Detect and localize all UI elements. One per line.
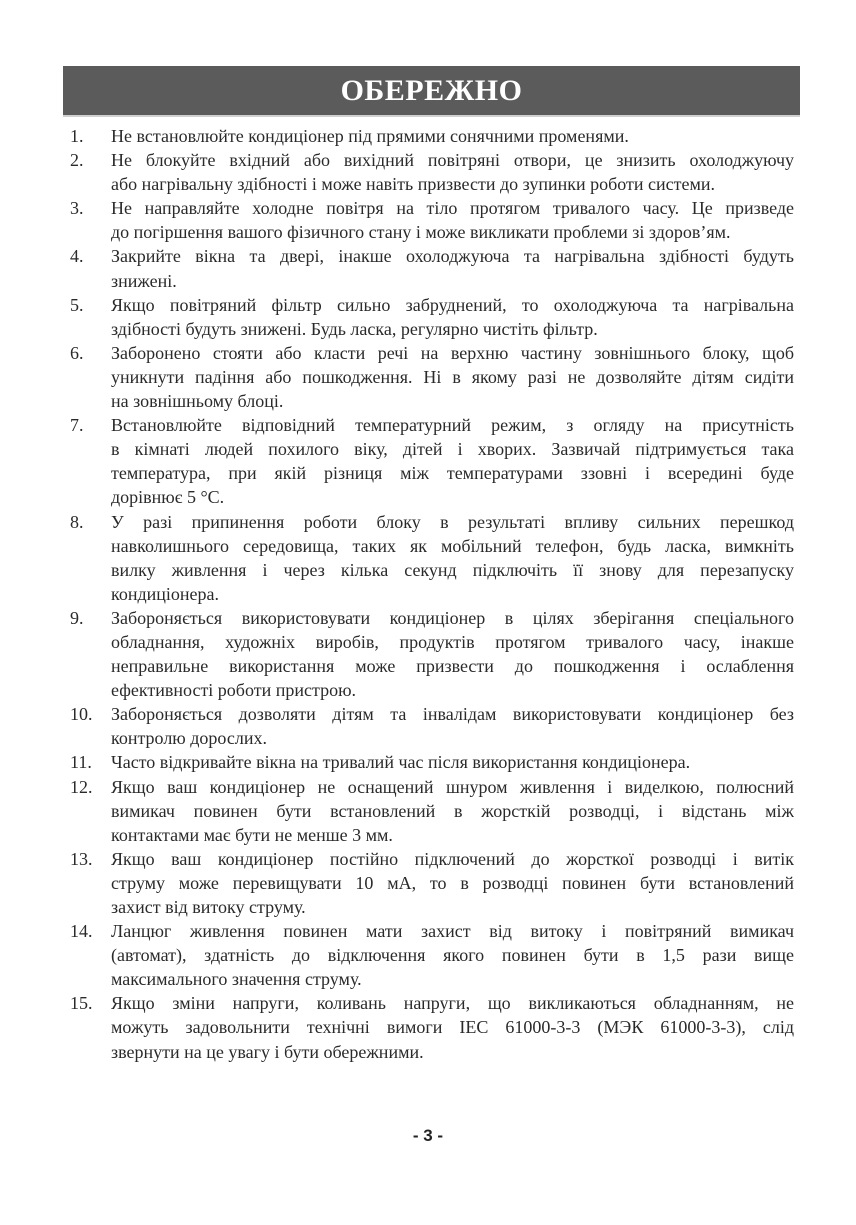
list-item [70, 510, 794, 606]
item-text-line: уникнути падіння або пошкодження. Ні в якому разі не дозволяйте дітям сидіти [111, 366, 794, 387]
item-number: 3. [70, 198, 84, 219]
item-text-line: Якщо зміни напруги, коливань напруги, що викликаються обладнанням, не [111, 993, 794, 1014]
list-item [70, 341, 794, 413]
item-number: 14. [70, 921, 93, 942]
item-number: 1. [70, 126, 84, 146]
item-number: 11. [70, 752, 92, 773]
item-number: 9. [70, 607, 84, 628]
item-text-line: до погіршення вашого фізичного стану і може викликати проблеми зі здоров’ям. [111, 222, 731, 243]
item-text-line: захист від витоку струму. [111, 897, 306, 917]
item-text-line: Встановлюйте відповідний температурний режим, з огляду на присутність [111, 415, 794, 436]
item-text-line: вилку живлення і через кілька секунд підключіть її знову для перезапуску [111, 559, 794, 580]
item-text-line: знижені. [111, 270, 177, 291]
page-number: - 3 - [412, 1126, 444, 1145]
item-text-line: Заборонено стояти або класти речі на верхню частину зовнішнього блоку, щоб [111, 342, 794, 363]
item-number: 4. [70, 246, 84, 267]
item-text-line: Не блокуйте вхідний або вихідний повітряні отвори, це знизить охолоджуючу [111, 150, 794, 171]
list-item [70, 702, 794, 750]
list-item [70, 775, 794, 847]
list-item [70, 606, 794, 702]
list-item [70, 847, 794, 919]
item-text-line: ефективності роботи пристрою. [111, 680, 357, 701]
item-number: 6. [70, 342, 84, 363]
list-item [70, 244, 794, 292]
item-text-line: контролю дорослих. [111, 728, 267, 749]
item-text-line: Часто відкривайте вікна на тривалий час після використання кондиціонера. [111, 752, 691, 773]
item-text-line: (автомат), здатність до відключення якого повинен бути в 1,5 рази вище [111, 945, 794, 966]
item-text-line: Не направляйте холодне повітря на тіло протягом тривалого часу. Це призведе [111, 198, 794, 219]
item-text-line: неправильне використання може призвести до пошкодження і ослаблення [111, 656, 794, 677]
list-item [70, 919, 794, 991]
item-text-line: звернути на це увагу і бути обережними. [111, 1041, 424, 1062]
item-text-line: Закрийте вікна та двері, інакше охолоджуюча та нагрівальна здібності будуть [111, 246, 794, 267]
item-text-line: навколишнього середовища, таких як мобільний телефон, будь ласка, вимкніть [111, 535, 794, 556]
item-number: 5. [70, 294, 84, 315]
item-text-line: Забороняється дозволяти дітям та інвалідам використовувати кондиціонер без [111, 704, 794, 725]
item-text-line: струму може перевищувати 10 мА, то в розводці повинен бути встановлений [111, 872, 794, 893]
list-item [70, 148, 794, 196]
item-text-line: Якщо ваш кондиціонер постійно підключений до жорсткої розводці і витік [111, 848, 794, 869]
list-item [70, 124, 794, 148]
item-text-line: Не встановлюйте кондиціонер під прямими сонячними променями. [111, 126, 629, 146]
list-item [70, 750, 794, 774]
item-text-line: або нагрівальну здібності і може навіть призвести до зупинки роботи системи. [111, 174, 716, 195]
list-item [70, 196, 794, 244]
item-number: 10. [70, 704, 93, 725]
item-number: 2. [70, 150, 84, 171]
item-text-line: здібності будуть знижені. Будь ласка, регулярно чистіть фільтр. [111, 318, 598, 339]
page-title: ОБЕРЕЖНО [340, 73, 523, 107]
item-text-line: на зовнішньому блоці. [111, 391, 284, 412]
list-item [70, 293, 794, 341]
item-text-line: максимального значення струму. [111, 969, 362, 990]
item-number: 8. [70, 511, 84, 532]
item-number: 13. [70, 848, 93, 869]
item-text-line: дорівнює 5 °С. [111, 487, 225, 508]
section-header [63, 66, 800, 117]
item-text-line: температура, при якій різниця між температурами ззовні і всередині буде [111, 463, 794, 484]
item-text-line: Ланцюг живлення повинен мати захист від витоку і повітряний вимикач [111, 921, 794, 942]
caution-list [70, 124, 794, 1064]
item-number: 15. [70, 993, 93, 1014]
list-item [70, 991, 794, 1063]
item-text-line: обладнання, художніх виробів, продуктів протягом тривалого часу, інакше [111, 631, 794, 652]
item-text-line: контактами має бути не менше 3 мм. [111, 824, 393, 845]
item-text-line: можуть задовольнити технічні вимоги IEC 61000-3-3 (МЭК 61000-3-3), слід [111, 1017, 794, 1038]
item-text-line: кондиціонера. [111, 583, 219, 604]
item-text-line: У разі припинення роботи блоку в результаті впливу сильних перешкод [111, 511, 794, 532]
item-text-line: Забороняється використовувати кондиціонер в цілях зберігання спеціального [111, 607, 794, 628]
item-number: 7. [70, 415, 84, 436]
item-text-line: Якщо ваш кондиціонер не оснащений шнуром живлення і виделкою, полюсний [111, 776, 794, 797]
item-text-line: Якщо повітряний фільтр сильно забруднений, то охолоджуюча та нагрівальна [111, 294, 794, 315]
list-item [70, 413, 794, 509]
item-text-line: вимикач повинен бути встановлений в жорсткій розводці, і відстань між [111, 800, 794, 821]
item-number: 12. [70, 776, 93, 797]
item-text-line: в кімнаті людей похилого віку, дітей і хворих. Зазвичай підтримується така [111, 439, 794, 460]
